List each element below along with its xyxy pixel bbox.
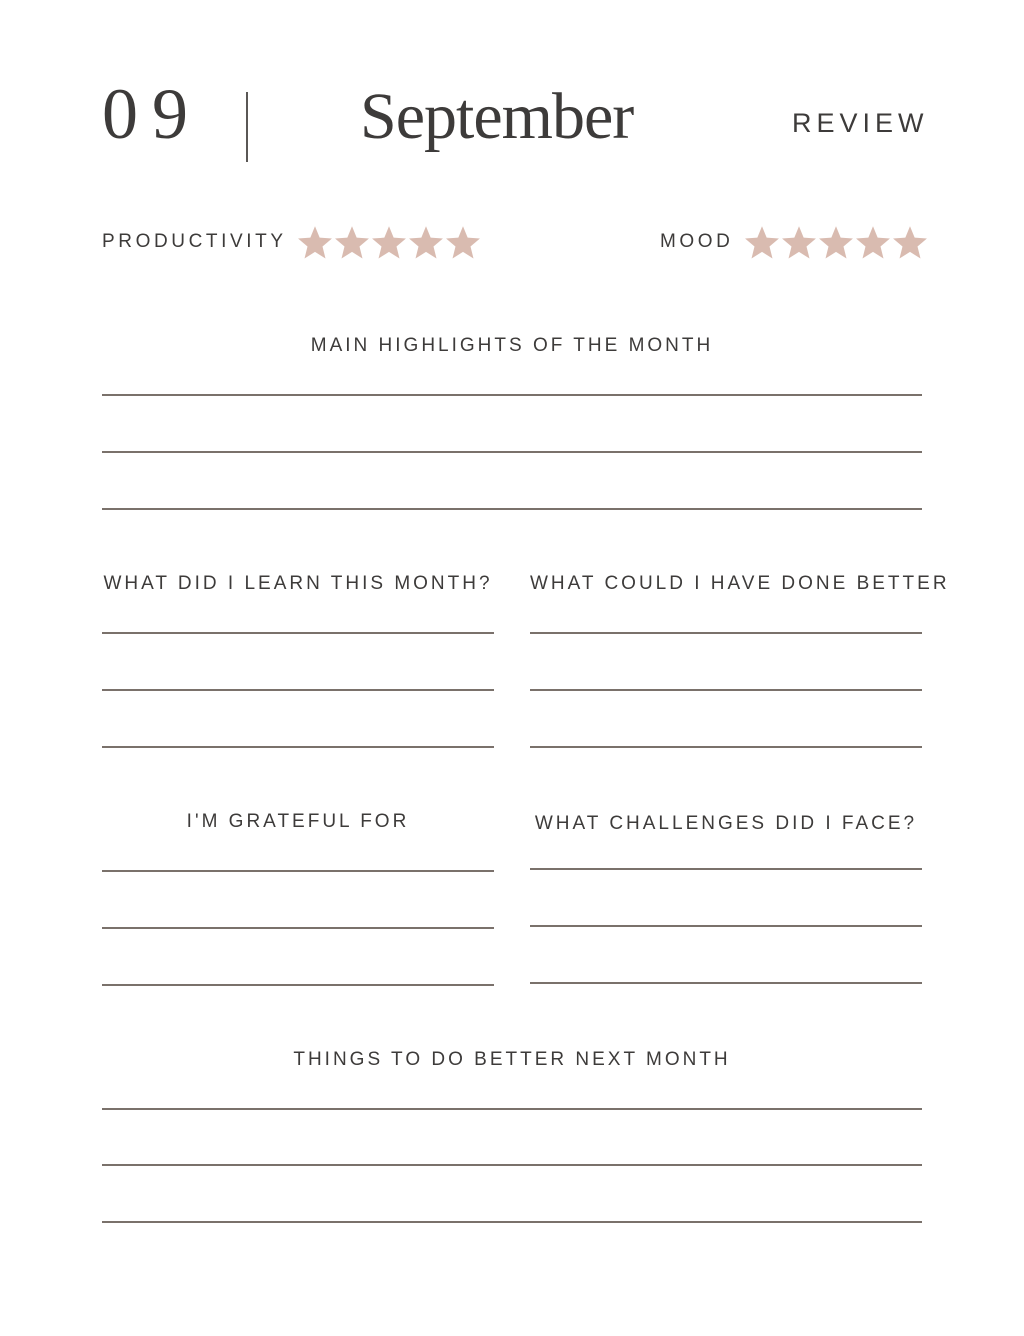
grateful-line[interactable] <box>102 927 494 929</box>
learned-heading: WHAT DID I LEARN THIS MONTH? <box>103 573 493 594</box>
star-icon[interactable] <box>818 224 854 260</box>
star-icon[interactable] <box>334 224 370 260</box>
highlights-line[interactable] <box>102 451 922 453</box>
productivity-label: PRODUCTIVITY <box>102 231 287 252</box>
learned-line[interactable] <box>102 689 494 691</box>
next-month-line[interactable] <box>102 1108 922 1110</box>
review-label: REVIEW <box>792 108 929 138</box>
mood-rating <box>660 222 929 262</box>
done-better-line[interactable] <box>530 632 922 634</box>
star-icon[interactable] <box>892 224 928 260</box>
star-icon[interactable] <box>445 224 481 260</box>
challenges-line[interactable] <box>530 982 922 984</box>
star-icon[interactable] <box>408 224 444 260</box>
grateful-line[interactable] <box>102 984 494 986</box>
done-better-line[interactable] <box>530 689 922 691</box>
done-better-line[interactable] <box>530 746 922 748</box>
grateful-line[interactable] <box>102 870 494 872</box>
month-name: September <box>360 80 634 153</box>
learned-line[interactable] <box>102 746 494 748</box>
next-month-line[interactable] <box>102 1221 922 1223</box>
next-month-line[interactable] <box>102 1164 922 1166</box>
highlights-heading: MAIN HIGHLIGHTS OF THE MONTH <box>310 335 714 356</box>
mood-label: MOOD <box>660 231 734 252</box>
learned-line[interactable] <box>102 632 494 634</box>
month-number: 09 <box>102 74 202 154</box>
star-icon[interactable] <box>855 224 891 260</box>
star-icon[interactable] <box>297 224 333 260</box>
star-icon[interactable] <box>744 224 780 260</box>
highlights-line[interactable] <box>102 508 922 510</box>
challenges-line[interactable] <box>530 868 922 870</box>
productivity-stars <box>297 224 482 260</box>
done-better-heading: WHAT COULD I HAVE DONE BETTER <box>530 573 950 594</box>
challenges-line[interactable] <box>530 925 922 927</box>
next-month-heading: THINGS TO DO BETTER NEXT MONTH <box>293 1049 731 1070</box>
productivity-rating <box>102 222 482 262</box>
challenges-heading: WHAT CHALLENGES DID I FACE? <box>534 813 918 834</box>
star-icon[interactable] <box>781 224 817 260</box>
header-divider <box>246 92 248 162</box>
grateful-heading: I'M GRATEFUL FOR <box>186 811 410 832</box>
highlights-line[interactable] <box>102 394 922 396</box>
star-icon[interactable] <box>371 224 407 260</box>
mood-stars <box>744 224 929 260</box>
